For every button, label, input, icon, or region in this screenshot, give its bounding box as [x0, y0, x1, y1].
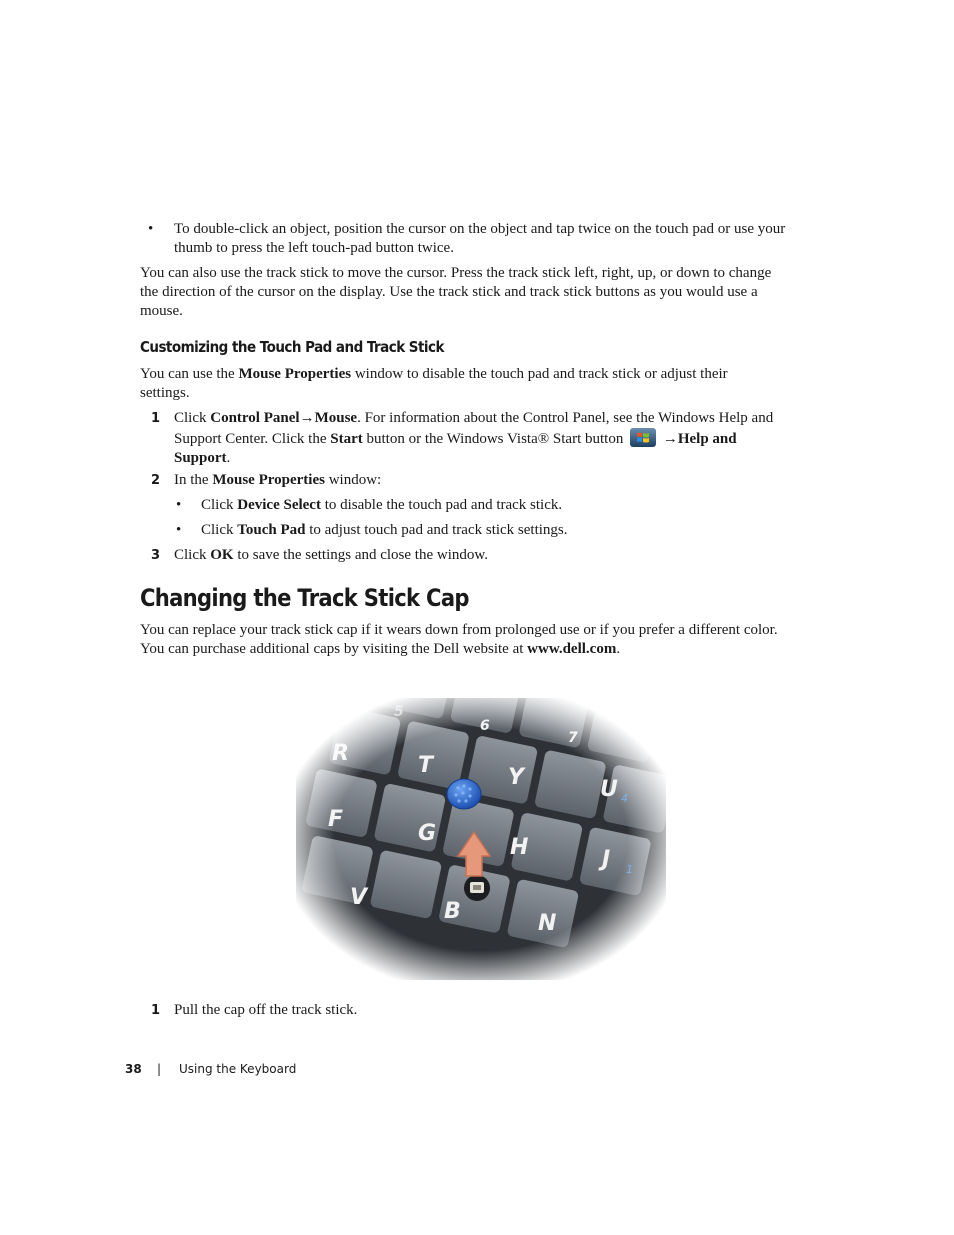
paragraph-line: mouse. [140, 303, 183, 319]
callout-text: Pull the cap off the track stick. [174, 1002, 358, 1018]
bullet-marker: • [176, 497, 182, 513]
text: Click [201, 497, 238, 513]
step-number: 1 [151, 411, 161, 426]
bullet-marker: • [148, 221, 154, 237]
arrow-glyph: → [662, 431, 678, 447]
sub-bullet-item [201, 496, 821, 515]
ui-term: Mouse Properties [238, 366, 352, 382]
arrow-glyph: → [299, 410, 315, 426]
bullet-marker: • [176, 522, 182, 538]
ui-term: Mouse Properties [212, 472, 325, 488]
paragraph-track-stick [140, 264, 820, 321]
subheading: Customizing the Touch Pad and Track Stick [140, 338, 444, 356]
sub-bullet-item [201, 521, 821, 540]
paragraph-customize [140, 365, 820, 403]
paragraph-line: You can replace your track stick cap if it wears down from prolonged use or if you prefer a different color. [140, 622, 778, 638]
bullet-item [174, 220, 820, 258]
section-heading: Changing the Track Stick Cap [140, 584, 469, 612]
ui-term: Touch Pad [237, 522, 306, 538]
callout-number: 1 [151, 1003, 161, 1018]
website-link[interactable]: www.dell.com [527, 641, 617, 657]
paragraph-line: settings. [140, 385, 190, 401]
ui-term: Control Panel [210, 410, 300, 426]
step-2 [174, 471, 820, 490]
text: to save the settings and close the window. [233, 547, 488, 563]
footer-separator: | [157, 1062, 162, 1076]
ui-term: Device Select [237, 497, 321, 513]
text: to disable the touch pad and track stick. [320, 497, 563, 513]
footer-section-title: Using the Keyboard [179, 1062, 297, 1076]
text: . For information about the Control Panel, see the Windows Help and [357, 410, 774, 426]
text: You can use the [140, 366, 239, 382]
ui-term: Mouse [314, 410, 358, 426]
text: Click [174, 410, 211, 426]
ui-term: Help and [677, 431, 737, 447]
paragraph-cap [140, 621, 820, 659]
bullet-line: thumb to press the left touch-pad button twice. [174, 240, 454, 256]
windows-start-icon [630, 428, 656, 447]
text: Click [201, 522, 238, 538]
ui-term: Support [174, 450, 227, 466]
text: Support Center. Click the [174, 431, 331, 447]
step-number: 2 [151, 473, 161, 488]
text: button or the Windows Vista® Start button [362, 431, 624, 447]
step-number: 3 [151, 548, 161, 563]
step-3 [174, 546, 820, 565]
page-number: 38 [125, 1062, 142, 1076]
text: . [616, 641, 621, 657]
text: You can purchase additional caps by visiting the Dell website at [140, 641, 528, 657]
paragraph-line: You can also use the track stick to move the cursor. Press the track stick left, right, up, or down to change [140, 265, 772, 281]
text: window: [324, 472, 382, 488]
text: In the [174, 472, 213, 488]
paragraph-line: the direction of the cursor on the display. Use the track stick and track stick buttons as you would use a [140, 284, 758, 300]
track-stick-cap-illustration [296, 698, 666, 980]
bullet-line: To double-click an object, position the cursor on the object and tap twice on the touch pad or use your [174, 221, 786, 237]
ui-term: Start [330, 431, 363, 447]
text: Click [174, 547, 211, 563]
text: . [226, 450, 231, 466]
text: to adjust touch pad and track stick settings. [305, 522, 568, 538]
text: window to disable the touch pad and track stick or adjust their [351, 366, 728, 382]
ui-term: OK [210, 547, 234, 563]
step-1 [174, 409, 820, 468]
